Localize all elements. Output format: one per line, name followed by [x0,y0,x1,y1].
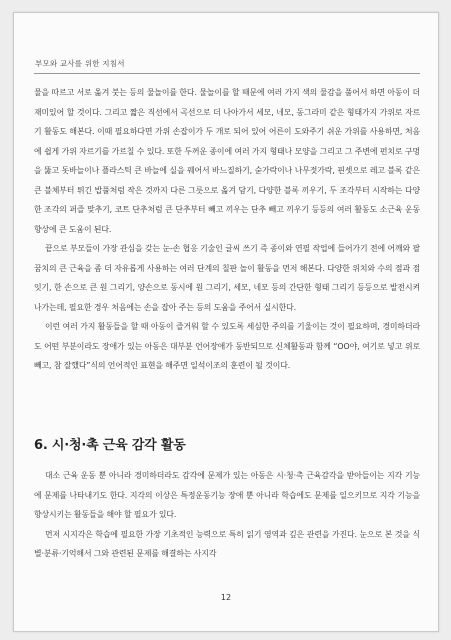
paragraph-2: 끝으로 부모들이 가장 관심을 갖는 눈-손 협응 기술인 글씨 쓰기 즉 종이와 연필 작업에 들어가기 전에 어깨와 팔꿈치의 큰 근육을 좀 더 자유롭게 사용하는 여러 단계의 칠판 놀이 활동을 먼저 해본다. 다양한 위치와 수의 점과 점 잇기, 한 손으로 큰 원 그리기, 양손으로 동시에 원 그리기, 세모, 네모 등의 간단한 형태 그리기 등등으로 발전시켜 나가는데, 필요한 경우 처음에는 손을 잡아 주는 등의 도움을 주어서 실시한다. [34,244,420,312]
body-text-top [34,83,420,376]
running-header: 부모와 교사를 위한 지침서 [35,59,125,68]
page-number: 12 [220,593,232,602]
body-text-bottom [34,466,420,564]
paragraph-5: 먼저 시지각은 학습에 필요한 가장 기초적인 능력으로 특히 읽기 영역과 깊은 관련을 가진다. 눈으로 본 것을 식별·분류·기억해서 그와 관련된 문제를 해결하는 사지각 [34,529,420,558]
paragraph-4: 대소 근육 운동 뿐 아니라 경미하더라도 감각에 문제가 있는 아동은 시·청·촉 근육감각을 받아들이는 지각 기능에 문제를 나타내기도 한다. 지각의 이상은 특정운동기능 장애 뿐 아니라 학습에도 문제를 일으키므로 지각 기능을 향상시키는 활동들을 해야 할 필요가 있다. [34,471,420,519]
document-page [13,12,439,632]
paragraph-3: 이런 여러 가지 활동들을 할 때 아동이 즐거워 할 수 있도록 세심한 주의를 기울이는 것이 필요하며, 경미하더라도 어떤 부분이라도 장애가 있는 아동은 대부분 언어장애가 동반되므로 신체활동과 함께 “OO야, 여기로 넣고 위로 빼고, 참 잘했다”식의 언어적인 표현을 해주면 일석이조의 훈련이 될 것이다. [34,322,420,370]
header-divider [34,73,420,74]
section-heading: 6. 시·청·촉 근육 감각 활동 [34,438,186,453]
paragraph-1: 물을 따르고 서로 옮겨 붓는 등의 물놀이를 한다. 물놀이를 할 때문에 여러 가지 색의 물감을 풀어서 하면 아동이 더 재미있어 할 것이다. 그리고 짧은 직선에서 곡선으로 더 나아가서 세모, 네모, 동그라미 같은 형태가지 가위로 자르기 활동도 해본다. 이때 필요하다면 가위 손잡이가 두 개로 되어 있어 어른이 도와주기 쉬운 가위를 사용하면, 처음에 쉽게 가위 자르기를 가르칠 수 있다. 또한 두꺼운 종이에 여러 가지 형태나 모양을 그리고 그 주변에 펀치로 구멍을 뚫고 돗바늘이나 플라스틱 큰 바늘에 실을 꿰어서 바느질하기, 숟가락이나 나무젓가락, 핀셋으로 레고 블록 같은 큰 블체부터 튀긴 밥풀처럼 작은 것까지 다른 그릇으로 옮겨 담기, 다양한 블록 끼우기, 두 조각부터 시작하는 다양한 조각의 퍼즐 맞추기, 코트 단추처럼 큰 단추부터 빼고 끼우는 단추 빼고 끼우기 등등의 여러 활동도 소근육 운동 향상에 큰 도움이 된다. [34,88,420,234]
